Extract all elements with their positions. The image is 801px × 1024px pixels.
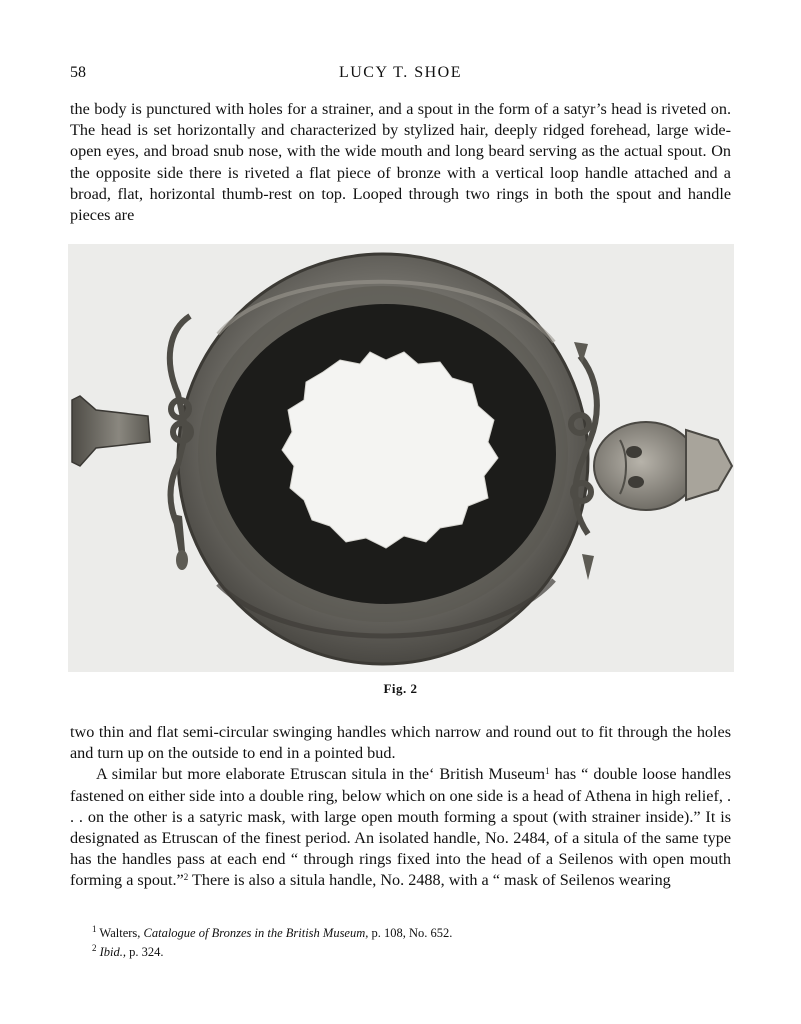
paragraph-text-a: A similar but more elaborate Etruscan situla in the‘ British Museum xyxy=(96,765,546,784)
body-text-top xyxy=(70,99,731,226)
body-text-bottom xyxy=(70,722,731,892)
figure-caption: Fig. 2 xyxy=(383,681,418,696)
situla-photograph xyxy=(68,244,734,672)
page-number: 58 xyxy=(70,64,86,81)
footnote-text: Walters, xyxy=(96,926,144,940)
footnotes xyxy=(92,924,452,962)
footnote-mark: 1 xyxy=(92,924,97,934)
figure-situla-photo xyxy=(68,244,734,672)
footnote-mark: 2 xyxy=(92,943,97,953)
footnote-2 xyxy=(92,943,452,962)
paragraph-text-c: There is also a situla handle, No. 2488, with a “ mask of Seilenos wearing xyxy=(188,871,671,890)
paragraph-british-museum xyxy=(70,764,731,891)
footnote-text: p. 108, No. 652. xyxy=(368,926,453,940)
footnote-text: p. 324. xyxy=(126,945,164,959)
running-head: LUCY T. SHOE xyxy=(338,64,463,81)
footnote-ref-2[interactable]: 2 xyxy=(183,872,189,883)
paragraph-text-b: has “ double loose handles fastened on either side into a double ring, below which on one side is a head of Athena in high relief, . . . on the other is a satyric mask, with large open mouth forming a spout (with strainer inside).” It is designated as Etruscan of the finest period. An isolated handle, No. 2484, of a situla of the same type has the handles pass at each end “ through rings fixed into the head of a Seilenos with open mouth forming a spout.” xyxy=(70,765,731,890)
footnote-title: Ibid., xyxy=(99,945,127,959)
paragraph-continued: the body is punctured with holes for a strainer, and a spout in the form of a satyr’s head is riveted on. The head is set horizontally and characterized by stylized hair, deeply ridged forehead, large wide-open eyes, and broad snub nose, with the wide mouth and long beard serving as the actual spout. On the opposite side there is riveted a flat piece of bronze with a vertical loop handle attached and a broad, flat, horizontal thumb-rest on top. Looped through two rings in both the spout and handle pieces are xyxy=(70,100,731,225)
footnote-1 xyxy=(92,924,452,943)
footnote-title: Catalogue of Bronzes in the British Museum, xyxy=(143,926,369,940)
paragraph-handles: two thin and flat semi-circular swinging handles which narrow and round out to fit through the holes and turn up on the outside to end in a pointed bud. xyxy=(70,723,731,763)
footnote-ref-1[interactable]: 1 xyxy=(545,766,550,777)
